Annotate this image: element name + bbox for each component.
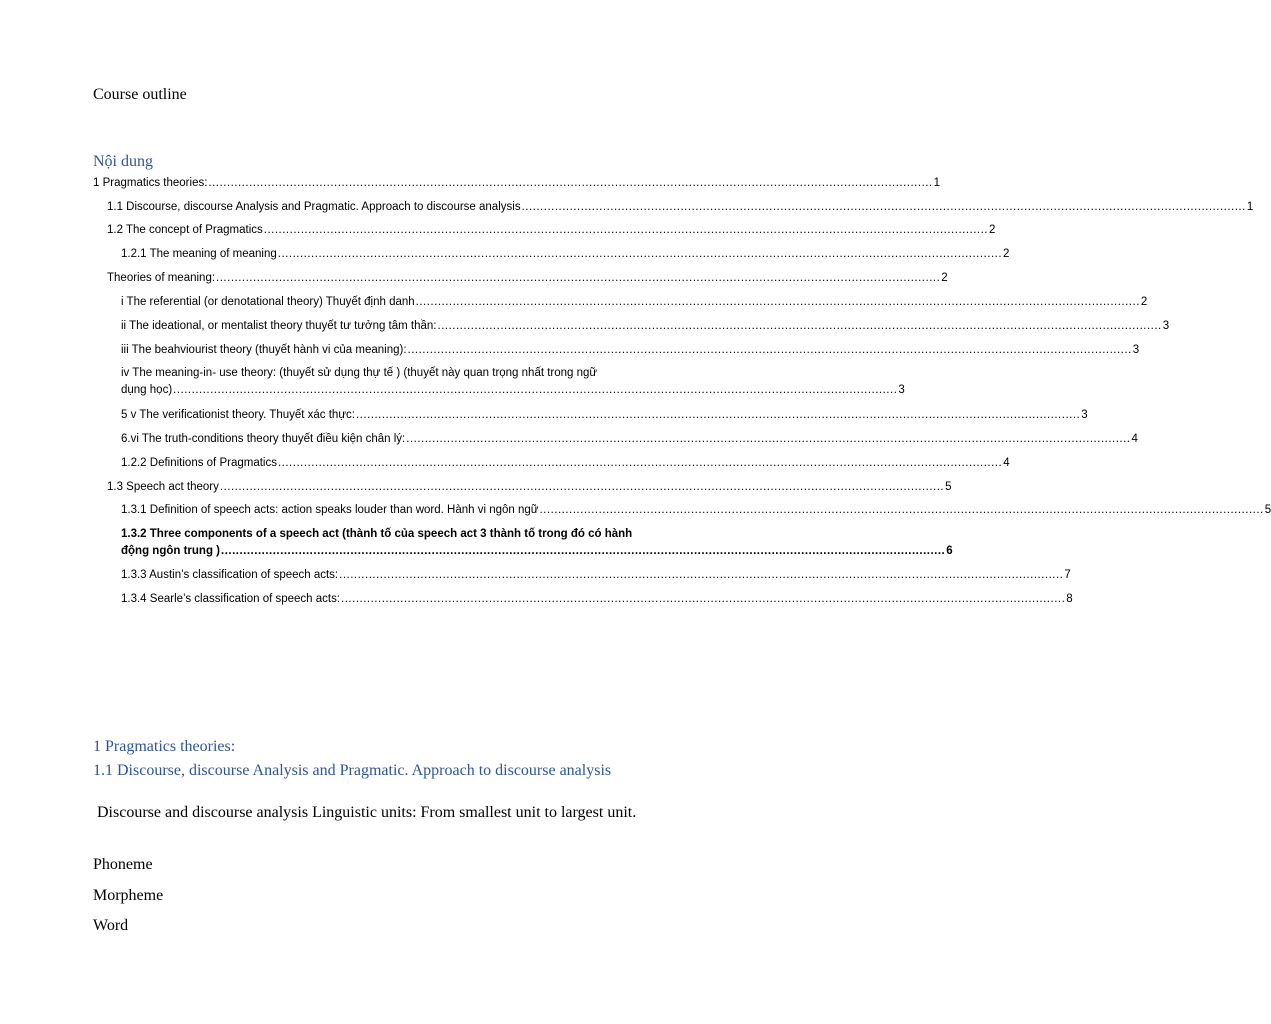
toc-entry-text: 1.3.4 Searle’s classification of speech acts: <box>121 593 341 605</box>
toc-page-number: 1 <box>1246 201 1254 213</box>
toc-entry-text: Theories of meaning: <box>107 272 216 284</box>
term-phoneme: Phoneme <box>93 856 153 873</box>
toc-entry-text: 1.2.1 The meaning of meaning <box>121 248 277 260</box>
toc-entry-theory-vi[interactable] <box>121 431 1138 448</box>
toc-page-number: 2 <box>1003 248 1010 260</box>
toc-page-number: 1 <box>933 177 941 189</box>
toc-page-number: 3 <box>898 384 905 396</box>
term-morpheme: Morpheme <box>93 887 164 904</box>
toc-page-number: 5 <box>1264 504 1271 516</box>
toc-leader-dots: .................................................................................................................................................................................................... <box>221 545 946 557</box>
toc-entry-theory-iv[interactable] <box>121 365 905 399</box>
toc-leader-dots: .................................................................................................................................................................................................... <box>339 569 1064 581</box>
toc-page-number: 3 <box>1162 320 1170 332</box>
toc-entry-1-3-4[interactable] <box>121 591 1073 608</box>
toc-leader-dots: .................................................................................................................................................................................................... <box>539 504 1264 516</box>
toc-page-number: 2 <box>989 224 996 236</box>
toc-page-number: 7 <box>1064 569 1071 581</box>
toc-leader-dots: .................................................................................................................................................................................................... <box>415 296 1140 308</box>
toc-heading: Nội dung <box>93 153 153 170</box>
toc-entry-theory-i[interactable] <box>121 294 1148 311</box>
toc-page-number: 8 <box>1066 593 1073 605</box>
toc-leader-dots: .................................................................................................................................................................................................... <box>406 433 1131 445</box>
toc-entry-1-3-1[interactable] <box>121 502 1271 519</box>
toc-leader-dots: .................................................................................................................................................................................................... <box>263 224 988 236</box>
toc-page-number: 5 <box>945 481 952 493</box>
toc-leader-dots: .................................................................................................................................................................................................... <box>277 457 1003 469</box>
toc-entry-text: động ngôn trung ) <box>121 545 220 557</box>
toc-entry-text: 1.2 The concept of Pragmatics <box>107 224 263 236</box>
toc-leader-dots: .................................................................................................................................................................................................... <box>437 320 1162 332</box>
toc-entry-text-line1: iv The meaning-in- use theory: (thuyết sử dụng thự tế ) (thuyết này quan trọng nhất trong ngữ <box>121 367 598 379</box>
toc-leader-dots: .................................................................................................................................................................................................... <box>173 384 898 396</box>
toc-entry-1-2[interactable] <box>107 222 996 239</box>
toc-entry-text: iii The beahviourist theory (thuyết hành vi của meaning): <box>121 344 407 356</box>
toc-leader-dots: .................................................................................................................................................................................................... <box>208 177 933 189</box>
toc-entry-text: 1 Pragmatics theories: <box>93 177 208 189</box>
toc-entry-text: i The referential (or denotational theory) Thuyết định danh <box>121 296 415 308</box>
toc-entry-1-2-1[interactable] <box>121 246 1010 263</box>
toc-page-number: 4 <box>1131 433 1138 445</box>
toc-page-number: 3 <box>1132 344 1140 356</box>
toc-entry-1[interactable] <box>93 175 941 192</box>
toc-leader-dots: .................................................................................................................................................................................................... <box>216 272 941 284</box>
section-heading-1-1: 1.1 Discourse, discourse Analysis and Pragmatic. Approach to discourse analysis <box>93 762 612 779</box>
toc-page-number: 2 <box>1140 296 1148 308</box>
toc-entry-1-1[interactable] <box>107 199 1254 216</box>
toc-leader-dots: .................................................................................................................................................................................................... <box>407 344 1132 356</box>
toc-entry-text: 1.1 Discourse, discourse Analysis and Pragmatic. Approach to discourse analysis <box>107 201 521 213</box>
toc-entry-1-2-2[interactable] <box>121 455 1010 472</box>
section-heading-1: 1 Pragmatics theories: <box>93 738 236 755</box>
intro-paragraph: Discourse and discourse analysis Linguistic units: From smallest unit to largest unit. <box>93 804 637 821</box>
toc-entry-1-3-2[interactable] <box>121 526 953 560</box>
toc-entry-theory-v[interactable] <box>121 407 1088 424</box>
document-title: Course outline <box>93 86 187 103</box>
toc-entry-theory-iii[interactable] <box>121 342 1140 359</box>
toc-entry-text: 1.3.1 Definition of speech acts: action speaks louder than word. Hành vi ngôn ngữ <box>121 504 539 516</box>
toc-leader-dots: .................................................................................................................................................................................................... <box>341 593 1066 605</box>
toc-entry-theory-ii[interactable] <box>121 318 1170 335</box>
toc-entry-text-line1: 1.3.2 Three components of a speech act (thành tố của speech act 3 thành tố trong đó có hành <box>121 528 633 540</box>
toc-entry-text: 5 v The verificationist theory. Thuyết xác thực: <box>121 409 355 421</box>
toc-leader-dots: .................................................................................................................................................................................................... <box>521 201 1246 213</box>
toc-page-number: 6 <box>946 545 953 557</box>
toc-page-number: 3 <box>1081 409 1088 421</box>
toc-page-number: 4 <box>1003 457 1010 469</box>
toc-entry-text: 6.vi The truth-conditions theory thuyết điều kiện chân lý: <box>121 433 406 445</box>
toc-entry-text: 1.2.2 Definitions of Pragmatics <box>121 457 277 469</box>
toc-entry-1-3[interactable] <box>107 479 952 496</box>
toc-leader-dots: .................................................................................................................................................................................................... <box>219 481 945 493</box>
toc-entry-text: ii The ideational, or mentalist theory thuyết tư tưởng tâm thần: <box>121 320 437 332</box>
term-word: Word <box>93 917 129 934</box>
toc-entry-text: 1.3 Speech act theory <box>107 481 219 493</box>
toc-leader-dots: .................................................................................................................................................................................................... <box>355 409 1081 421</box>
toc-entry-theories[interactable] <box>107 270 948 287</box>
toc-entry-text: dụng học) <box>121 384 173 396</box>
toc-page-number: 2 <box>941 272 948 284</box>
toc-entry-text: 1.3.3 Austin’s classification of speech acts: <box>121 569 339 581</box>
toc-entry-1-3-3[interactable] <box>121 567 1071 584</box>
toc-leader-dots: .................................................................................................................................................................................................... <box>277 248 1003 260</box>
